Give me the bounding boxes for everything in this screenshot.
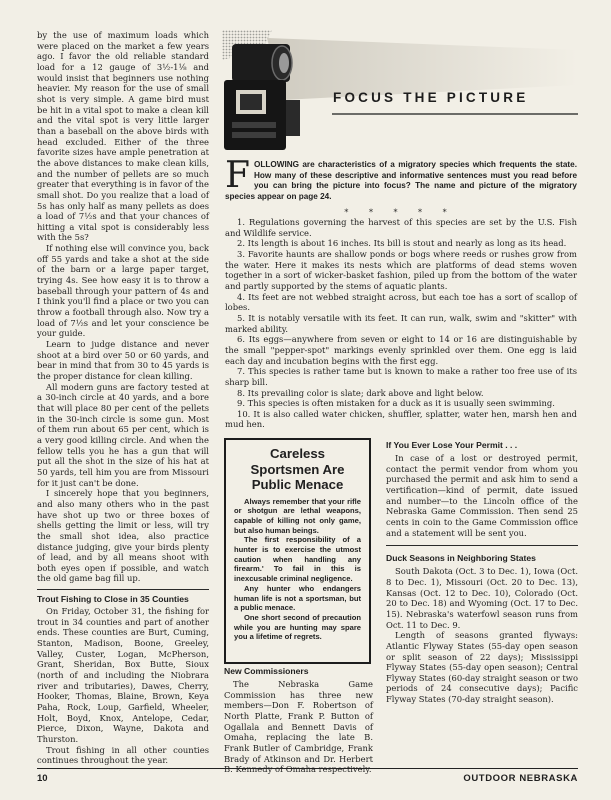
safety-paragraph: One short second of precaution while you are hunting may spare you a lifetime of regrets. (234, 612, 361, 642)
left-column (37, 30, 209, 766)
article-paragraph: If nothing else will convince you, back off 55 yards and take a shot at the side of the barn or a large paper target, trying 4s. See how easy it is to throw a baseball through your pattern of 4s and I think you'll find a place or two you can throw a football through also. Now try a load of 7½s and let your conscience be your guide. (37, 243, 209, 339)
safety-paragraph: Any hunter who endangers human life is not a sportsman, but a public menace. (234, 583, 361, 613)
feature-title: FOCUS THE PICTURE (333, 90, 529, 105)
intro-text: OLLOWING are characteristics of a migratory species which frequents the state. How many of these descriptive and informative sentences must you read before you can bring the picture into focus? The name and picture of the migratory species appear on page 24. (225, 160, 577, 202)
commissioners-section (224, 666, 373, 775)
article-paragraph: All modern guns are factory tested at a 30-inch circle at 40 yards, and a bore that will place 80 per cent of the pellets in the 30-inch circle is some gun. Most of them run about 65 per cent, which is a very good killing circle. And when the fellow tells you he has a gun that will put all the shot in the size of his hat at 50 yards, tell him you are from Missouri for it just can't be done. (37, 381, 209, 488)
clue-item: 10. It is also called water chicken, shuffler, splatter, water hen, marsh hen and mud hen. (225, 408, 577, 430)
article-paragraph: I sincerely hope that you beginners, and also many others who in the past have shot up two or three boxes of shells getting the limit or less, will try the small shot idea, also practice distance judging, give your birds plenty of lead, and by all means shoot with both eyes open if possible, and watch the old game bag fill up. (37, 488, 209, 584)
clue-item: 6. Its eggs—anywhere from seven or eight to 14 or 16 are distinguishable by the small "pepper-spot" markings evenly sprinkled over them. One egg is laid each day and incubation begins with the first egg. (225, 334, 577, 366)
safety-paragraph: The first responsibility of a hunter is to exercise the utmost caution when handling any firearm.' To fail in this is inexcusable criminal negligence. (234, 535, 361, 584)
drop-cap: F (225, 155, 250, 196)
duck-paragraph: South Dakota (Oct. 3 to Dec. 1), Iowa (Oct. 8 to Dec. 1), Missouri (Oct. 20 to Dec. 13), Kansas (Oct. 12 to Dec. 10), Colorado (Oct. 20 to Dec. 18) and Wyoming (Oct. 17 to Dec. 15). Nebraska's waterfowl season runs from Oct. 11 to Dec. 9. (386, 566, 578, 630)
safety-paragraph: Always remember that your rifle or shotgun are lethal weapons, capable of killing not only game, but also human beings. (234, 496, 361, 535)
clue-item: 2. Its length is about 16 inches. Its bill is stout and nearly as long as its head. (237, 238, 567, 249)
feature-intro (225, 155, 577, 203)
clue-item: 8. Its prevailing color is slate; dark above and light below. (237, 387, 484, 398)
trout-paragraph: On Friday, October 31, the fishing for trout in 34 counties and part of another ends. These counties are Burt, Cuming, Stanton, Madison, Boone, Greeley, Valley, Custer, Logan, McPherson, Grant, Sheridan, Box Butte, Sioux (north of and including the Niobrara river and tributaries), Dawes, Cherry, Hooker, Thomas, Blaine, Brown, Keya Paha, Rock, Loup, Garfield, Wheeler, Holt, Boyd, Knox, Antelope, Cedar, Pierce, Dixon, Wayne, Dakota and Thurston. (37, 606, 209, 744)
magazine-name: OUTDOOR NEBRASKA (463, 773, 578, 784)
article-paragraph: Learn to judge distance and never shoot at a bird over 50 or 60 yards, and bear in mind that from 30 to 45 yards is the proper distance for clean killing. (37, 339, 209, 381)
page-number: 10 (37, 773, 48, 784)
star-separator: * * * * * (344, 208, 456, 217)
section-divider (386, 545, 578, 546)
clue-item: 7. This species is rather tame but is known to make a rather too free use of its sharp bill. (225, 366, 577, 387)
clue-item: 4. Its feet are not webbed straight across, but each toe has a sort of scallop of lobes. (225, 291, 577, 313)
clue-item: 3. Favorite haunts are shallow ponds or bogs where reeds or rushes grow from the water. Here it makes its nests which are platforms of dead stems woven together in a sort of wicker-basket fashion, piled up from the bottom of the water and partly supported by the stems of aquatic plants. (225, 248, 577, 291)
commissioners-heading: New Commissioners (224, 666, 309, 676)
commissioners-paragraph: The Nebraska Game Commission has three new members—Don F. Robertson of North Platte, Frank P. Button of Ogallala and Bennett Davis of Omaha, replacing the late B. Frank Butler of Cambridge, Frank Brady of Atkinson and Dr. Herbert B. Kennedy of Omaha respectively. (224, 679, 373, 775)
clue-item: 5. It is notably versatile with its feet. It can run, walk, swim and "skitter" with marked ability. (225, 312, 577, 334)
clue-list (225, 217, 577, 430)
clue-item: 1. Regulations governing the harvest of this species are set by the U.S. Fish and Wildlife service. (225, 217, 577, 238)
duck-heading: Duck Seasons in Neighboring States (386, 553, 536, 564)
trout-paragraph: Trout fishing in all other counties continues throughout the year. (37, 744, 209, 766)
article-paragraph: by the use of maximum loads which were placed on the market a few years ago. I favor the old reliable standard load for a 12 gauge of 3½-1⅛ and would insist that beginners use nothing heavier. My reason for the use of small shot is very simple. A game bird must be hit in a vital spot to make a clean kill and the vital spot is very little larger than a baseball on the above birds with head excluded. Either of the three favorite sizes have ample penetration at the above distances to make clean kills, and the number of pellets are so much greater that everything is in favor of the small shot. Do you realize that a load of 5s has only half as many pellets as does a load of 7½s and that your chances of hitting a vital spot is considerably less with the 5s? (37, 30, 209, 243)
right-column (386, 440, 578, 705)
clue-item: 9. This species is often mistaken for a duck as it is usually seen swimming. (237, 398, 555, 409)
duck-paragraph: Length of seasons granted flyways: Atlantic Flyway States (55-day open season or split season of 22 days); Mississippi Flyway States (55-day open season); Central Flyway States (60-day straight season or two periods of 24 consecutive days); Pacific Flyway States (70-day straight season). (386, 630, 578, 705)
page-footer (37, 768, 578, 784)
section-divider (37, 589, 209, 590)
safety-box (224, 438, 371, 664)
permit-heading: If You Ever Lose Your Permit . . . (386, 440, 518, 450)
trout-heading: Trout Fishing to Close in 35 Counties (37, 594, 189, 605)
permit-paragraph: In case of a lost or destroyed permit, contact the permit vendor from whom you purchased the permit and ask him to send a vertification—kind of permit, date issued and number—to the Lincoln office of the Nebraska Game Commission. Then send 25 cents in coin to the Game Commission office and a statement will be sent you. (386, 453, 578, 538)
safety-box-title: Careless Sportsmen Are Public Menace (250, 446, 345, 492)
